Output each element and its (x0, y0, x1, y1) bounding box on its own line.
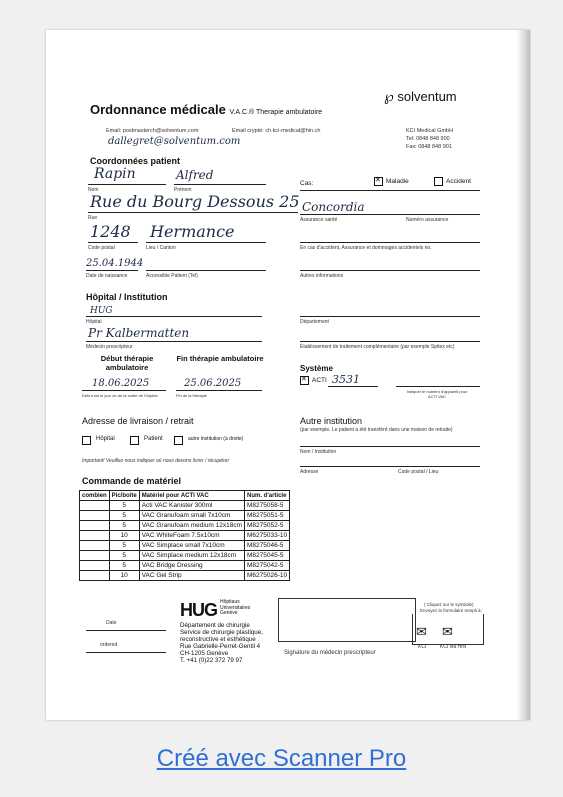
prescription-page (46, 30, 530, 720)
prenom-label: Prénom (174, 187, 192, 193)
hug-stamp (180, 600, 290, 664)
materiel-cell: 5 (109, 541, 139, 551)
materiel-header-cell: Num. d'article (245, 491, 290, 501)
email-crypt-line: Email crypté: ch.kci-medical@hin.ch (232, 128, 321, 134)
materiel-cell: Acti VAC Kanister 300ml (139, 501, 244, 511)
company-fax: Fax: 0848 848 901 (406, 144, 452, 150)
materiel-cell[interactable] (80, 501, 110, 511)
autre-institution-note: (par exemple. Le patient a été transféré dans une maison de retraite) (300, 427, 453, 433)
materiel-header-cell: combien (80, 491, 110, 501)
livraison-important: Important! Veuillez nous indiquer où nous devons livrer / récupérer (82, 458, 230, 464)
materiel-cell: M6275033-10 (245, 531, 290, 541)
fin-note: Fin de la thérapie (176, 393, 207, 398)
livraison-hopital-checkbox[interactable] (82, 436, 91, 445)
hug-logo: HUG (180, 600, 217, 620)
form-title: Ordonnance médicale V.A.C.® Therapie ambulatoire (90, 102, 323, 117)
materiel-cell: M8275045-5 (245, 551, 290, 561)
nom-institution-label: Nom / Institution (300, 449, 337, 455)
materiel-cell: VAC Simplace medium 12x18cm (139, 551, 244, 561)
signature-label: Signature du médecin prescripteur (284, 650, 376, 656)
kci-hin-mail-icon[interactable]: ✉ (442, 624, 453, 639)
numero-assurance-label: Numéro assurance (406, 217, 449, 223)
materiel-cell: M8275042-5 (245, 561, 290, 571)
autre-institution-title: Autre institution (300, 416, 363, 426)
departement-label: Département (300, 319, 329, 325)
systeme-note: Indiquer le numéro d'appareil pour ACTI VAC (406, 389, 468, 399)
materiel-row (80, 511, 290, 521)
naissance-label: Date de naissance (86, 273, 128, 279)
materiel-row (80, 541, 290, 551)
systeme-title: Système (300, 364, 333, 373)
rue-label: Rue (88, 215, 98, 221)
systeme-number: 3531 (332, 373, 360, 386)
email-line: Email: postmasterch@solventum.com (106, 128, 199, 134)
materiel-row (80, 531, 290, 541)
materiel-title: Commande de matériel (82, 476, 182, 486)
materiel-header-cell: Pic/boîte (109, 491, 139, 501)
patient-code: 1248 (90, 222, 131, 241)
acti-label: ACTI (312, 377, 327, 384)
livraison-autre-checkbox[interactable] (174, 436, 183, 445)
stamp-line: Département de chirurgie (180, 622, 250, 629)
materiel-cell: M6275026-10 (245, 571, 290, 581)
fin-title: Fin thérapie ambulatoire (176, 354, 264, 363)
materiel-table (79, 490, 290, 581)
patient-nom: Rapin (94, 166, 136, 182)
fin-value: 25.06.2025 (184, 378, 242, 389)
livraison-title: Adresse de livraison / retrait (82, 416, 194, 426)
stamp-line: Hôpitaux (220, 599, 240, 605)
cliquez-note: ( Cliquez sur le symbole) (424, 602, 474, 607)
stamp-line: Universitaires (220, 604, 251, 611)
livraison-autre-label: autre institution (à droite) (188, 436, 244, 442)
medecin-label: Médecin prescripteur (86, 344, 133, 350)
accident-label: Accident (446, 178, 471, 185)
hopital-label: Hôpital (86, 319, 102, 325)
handwritten-email: dallegret@solventum.com (108, 136, 241, 147)
code-lieu-label: Code postal / Lieu (398, 469, 439, 475)
stamp-line: Rue Gabrielle-Perret-Gentil 4 (180, 643, 261, 650)
medecin-value: Pr Kalbermatten (88, 326, 190, 340)
materiel-cell: 5 (109, 521, 139, 531)
materiel-header-cell: Matériel pour ACTI VAC (139, 491, 244, 501)
materiel-cell: VAC Bridge Dressing (139, 561, 244, 571)
nom-label: Nom (88, 187, 99, 193)
company-name: KCI Medical GmbH (406, 128, 454, 134)
livraison-patient-checkbox[interactable] (130, 436, 139, 445)
hopital-value: HUG (90, 306, 113, 316)
adresse-label: Adresse (300, 469, 319, 475)
materiel-cell: M8275046-5 (245, 541, 290, 551)
materiel-cell[interactable] (80, 511, 110, 521)
materiel-cell: 10 (109, 571, 139, 581)
stamp-line: T. +41 (0)22 372 79 97 (180, 657, 243, 664)
livraison-hopital-label: Hôpital (96, 436, 115, 442)
materiel-cell: M8275058-5 (245, 501, 290, 511)
materiel-cell: 5 (109, 561, 139, 571)
accident-note: En cas d'accident, Assurance et dommages accidentels no. (300, 245, 432, 251)
patient-naissance: 25.04.1944 (86, 258, 144, 269)
materiel-cell: 5 (109, 551, 139, 561)
kci-mail-icon[interactable]: ✉ (416, 624, 427, 639)
accessible-label: Accessible Patient (Tel) (146, 273, 198, 279)
hopital-section-title: Hôpital / Institution (86, 292, 168, 302)
materiel-cell: 5 (109, 511, 139, 521)
materiel-cell[interactable] (80, 551, 110, 561)
materiel-cell[interactable] (80, 571, 110, 581)
materiel-cell: VAC Gel Strip (139, 571, 244, 581)
materiel-cell: VAC Simplace small 7x10cm (139, 541, 244, 551)
materiel-cell: M8275052-5 (245, 521, 290, 531)
assurance-value: Concordia (302, 200, 365, 214)
materiel-cell: VAC Granufoam small 7x10cm (139, 511, 244, 521)
kci-hin-label: KCI via HIN (440, 644, 467, 650)
assurance-label: Assurance santé (300, 217, 338, 223)
patient-section-title: Coordonnées patient (90, 156, 181, 166)
materiel-cell: VAC Granufoam medium 12x18cm (139, 521, 244, 531)
ordered-label: ordered (100, 642, 118, 648)
scanner-pro-footer[interactable]: Créé avec Scanner Pro (156, 745, 407, 772)
patient-rue: Rue du Bourg Dessous 25 (90, 192, 300, 211)
signature-box[interactable] (278, 598, 416, 642)
date-label: Date (106, 620, 117, 626)
accident-checkbox[interactable] (434, 177, 443, 186)
company-tel: Tel: 0848 848 900 (406, 136, 450, 142)
etablissement-label: Établissement de traitement complémentaire (par exemple Spitex etc) (300, 344, 455, 350)
materiel-cell[interactable] (80, 541, 110, 551)
stamp-line: reconstructive et esthétique (180, 636, 256, 643)
acti-checkbox[interactable] (300, 376, 309, 385)
code-label: Code postal (88, 245, 115, 251)
materiel-cell: M8275051-5 (245, 511, 290, 521)
lieu-label: Lieu / Canton (146, 245, 176, 251)
debut-note: Début est le jour ce-de la sortie de l'hôpital (82, 393, 158, 398)
autres-label: Autres informations (300, 273, 344, 279)
stamp-line: Genève (220, 610, 238, 616)
cas-label: Cas: (300, 180, 314, 187)
materiel-row (80, 521, 290, 531)
brand-icon: ℘ (384, 88, 394, 104)
materiel-cell: 5 (109, 501, 139, 511)
kci-label: KCI (418, 644, 427, 650)
maladie-checkbox[interactable] (374, 177, 383, 186)
maladie-label: Maladie (386, 178, 409, 185)
patient-lieu: Hermance (150, 222, 235, 241)
debut-value: 18.06.2025 (92, 378, 150, 389)
materiel-row (80, 561, 290, 571)
debut-title: Début thérapie ambulatoire (100, 354, 154, 372)
patient-prenom: Alfred (176, 168, 214, 182)
materiel-row (80, 501, 290, 511)
materiel-cell[interactable] (80, 531, 110, 541)
materiel-cell[interactable] (80, 561, 110, 571)
materiel-cell[interactable] (80, 521, 110, 531)
materiel-row (80, 571, 290, 581)
materiel-row (80, 551, 290, 561)
stamp-line: CH-1205 Genève (180, 650, 229, 657)
materiel-cell: 10 (109, 531, 139, 541)
materiel-cell: VAC WhiteFoam 7.5x10cm (139, 531, 244, 541)
livraison-patient-label: Patient (144, 436, 163, 442)
stamp-line: Service de chirurgie plastique, (180, 629, 263, 636)
envoyez-note: Envoyez le formulaire rempli à: (420, 608, 482, 613)
brand-logo: ℘ solventum (384, 88, 457, 104)
